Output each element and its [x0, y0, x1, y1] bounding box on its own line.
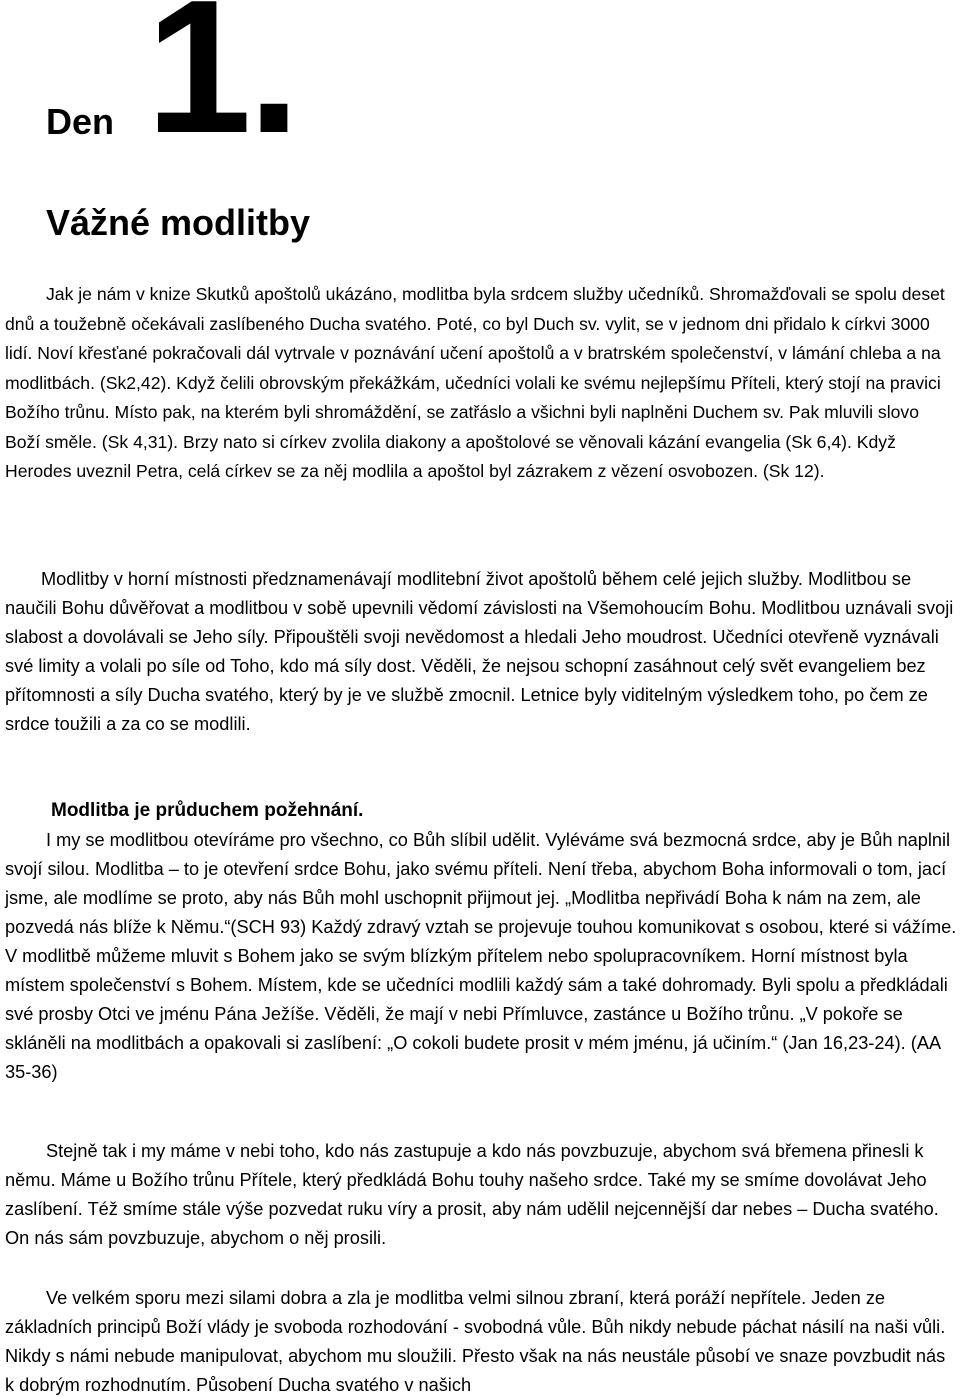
paragraph-5-text: Ve velkém sporu mezi silami dobra a zla je modlitba velmi silnou zbraní, která poráží nepřítele. Jeden ze základních principů Boží vlády je svoboda rozhodování - svobodná vůle. Bůh nikdy nebude páchat násilí na naši vůli. Nikdy s námi nebude manipulovat, abychom mu sloužili. Přesto však na nás neustále působí ve snaze povzbudit nás k dobrým rozhodnutím. Působení Ducha svatého v našich: [5, 1288, 946, 1395]
day-heading: [46, 0, 646, 173]
paragraph-1: [5, 280, 957, 487]
paragraph-1-text: Jak je nám v knize Skutků apoštolů ukázáno, modlitba byla srdcem služby učedníků. Shromažďovali se spolu deset dnů a toužebně očekávali zaslíbeného Ducha svatého. Poté, co byl Duch sv. vylit, se v jednom dni přidalo k církvi 3000 lidí. Noví křesťané pokračovali dál vytrvale v poznávání učení apoštolů a v bratrském společenství, v lámání chleba a na modlitbách. (Sk2,42). Když čelili obrovským překážkám, učedníci volali ke svému nejlepšímu Příteli, který stojí na pravici Božího trůnu. Místo pak, na kterém byli shromáždění, se zatřáslo a všichni byli naplněni Duchem sv. Pak mluvili slovo Boží směle. (Sk 4,31). Brzy nato si církev zvolila diakony a apoštolové se věnovali kázání evangelia (Sk 6,4). Když Herodes uveznil Petra, celá církev se za něj modlila a apoštol byl zázrakem z vězení osvobozen. (Sk 12).: [5, 284, 945, 481]
paragraph-3: [5, 826, 957, 1087]
page-title: Vážné modlitby: [46, 202, 311, 243]
paragraph-4: [5, 1137, 957, 1253]
section-subheading: Modlitba je průduchem požehnání.: [51, 800, 364, 821]
paragraph-2-text: Modlitby v horní místnosti předznamenávají modlitební život apoštolů během celé jejich služby. Modlitbou se naučili Bohu důvěřovat a modlitbou v sobě upevnili vědomí závislosti na Všemohoucím Bohu. Modlitbou uznávali svoji slabost a dovolávali se Jeho síly. Připouštěli svoji nevědomost a hledali Jeho moudrost. Učedníci otevřeně vyznávali své limity a volali po síle od Toho, kdo má síly dost. Věděli, že nejsou schopní zasáhnout celý svět evangeliem bez přítomnosti a síly Ducha svatého, který by je ve službě zmocnil. Letnice byly viditelným výsledkem toho, po čem ze srdce toužili a za co se modlili.: [5, 569, 954, 734]
paragraph-5: [5, 1284, 957, 1397]
day-number: 1.: [146, 0, 297, 173]
paragraph-2: [5, 565, 957, 739]
paragraph-4-text: Stejně tak i my máme v nebi toho, kdo nás zastupuje a kdo nás povzbuzuje, abychom svá břemena přinesli k němu. Máme u Božího trůnu Přítele, který předkládá Bohu touhy našeho srdce. Také my se smíme dovolávat Jeho zaslíbení. Též smíme stále výše pozvedat ruku víry a prosit, aby nám udělil nejcennější dar nebes – Ducha svatého. On nás sám povzbuzuje, abychom o něj prosili.: [5, 1141, 939, 1248]
paragraph-3-text: I my se modlitbou otevíráme pro všechno, co Bůh slíbil udělit. Vyléváme svá bezmocná srdce, aby je Bůh naplnil svojí silou. Modlitba – to je otevření srdce Bohu, jako svému příteli. Není třeba, abychom Boha informovali o tom, jací jsme, ale modlíme se proto, aby nás Bůh mohl uschopnit přijmout jej. „Modlitba nepřivádí Boha k nám na zem, ale pozvedá nás blíže k Němu.“(SCH 93) Každý zdravý vztah se projevuje touhou komunikovat s osobou, které si vážíme. V modlitbě můžeme mluvit s Bohem jako se svým blízkým přítelem nebo spolupracovníkem. Horní místnost byla místem společenství s Bohem. Místem, kde se učedníci modlili každý sám a také dohromady. Byli spolu a předkládali své prosby Otci ve jménu Pána Ježíše. Věděli, že mají v nebi Přímluvce, zastánce u Božího trůnu. „V pokoře se skláněli na modlitbách a opakovali si zaslíbení: „O cokoli budete prosit v mém jménu, já učiním.“ (Jan 16,23-24). (AA 35-36): [5, 830, 957, 1082]
day-word: Den: [46, 101, 115, 142]
